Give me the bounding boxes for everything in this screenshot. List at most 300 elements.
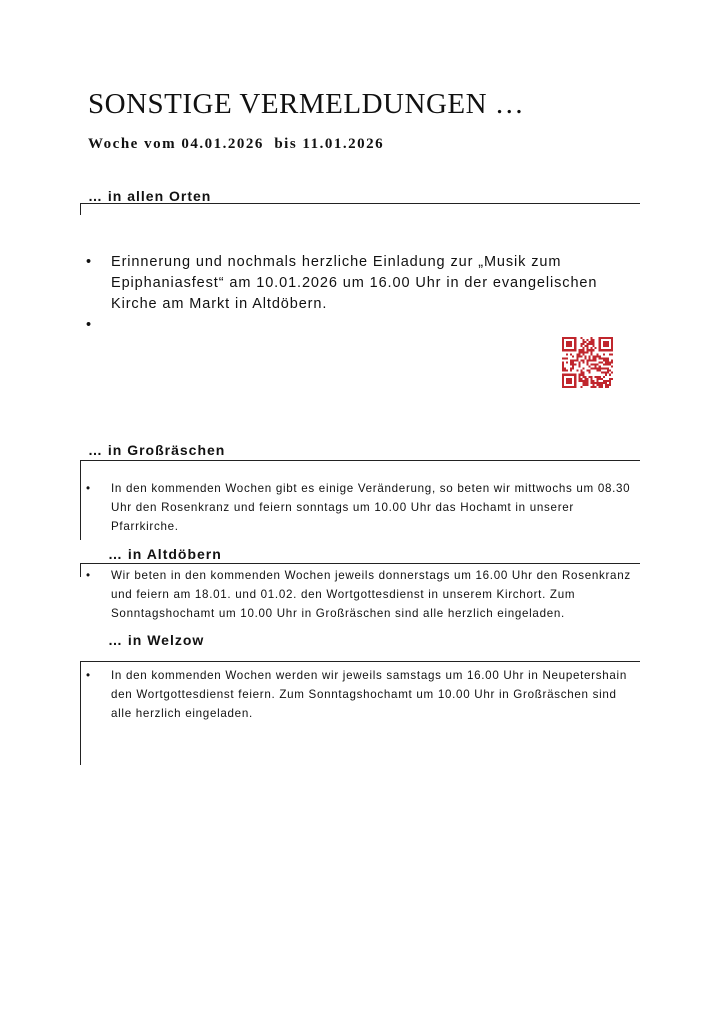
qr-module [593,343,595,345]
qr-module [605,382,607,384]
qr-module [586,351,588,353]
qr-module [578,380,580,382]
qr-module [603,359,605,361]
qr-module [605,349,607,351]
qr-module [593,368,595,370]
qr-module [603,337,605,339]
qr-module [572,361,574,363]
qr-module [582,361,584,363]
qr-module [570,349,572,351]
qr-module [586,364,588,366]
qr-module [564,370,566,372]
qr-module [601,368,603,370]
qr-module [607,357,609,359]
qr-module [586,349,588,351]
qr-module [593,382,595,384]
qr-module [593,339,595,341]
qr-module [603,368,605,370]
qr-module [568,349,570,351]
qr-module [574,343,576,345]
qr-module [572,337,574,339]
qr-module [580,345,582,347]
qr-module [607,386,609,388]
qr-module [582,376,584,378]
qr-module [586,378,588,380]
qr-module [609,349,611,351]
qr-module [580,386,582,388]
section-title-allen-orten: … in allen Orten [88,188,212,204]
qr-module [574,386,576,388]
qr-module [562,368,564,370]
qr-module [589,349,591,351]
qr-module [562,380,564,382]
qr-module [582,353,584,355]
qr-module [603,353,605,355]
qr-module [582,374,584,376]
qr-module [611,341,613,343]
qr-module [609,380,611,382]
qr-module [570,364,572,366]
qr-module [589,355,591,357]
qr-module [566,370,568,372]
qr-module [597,353,599,355]
section-divider-edge [80,563,81,577]
qr-module [603,345,605,347]
qr-module [603,341,605,343]
qr-module [593,359,595,361]
qr-module [599,384,601,386]
qr-module [603,357,605,359]
qr-module [576,353,578,355]
qr-module [591,378,593,380]
qr-module [570,378,572,380]
qr-module [586,382,588,384]
qr-module [586,343,588,345]
qr-module [568,374,570,376]
qr-module [611,366,613,368]
qr-module [562,349,564,351]
qr-module [595,386,597,388]
qr-module [574,339,576,341]
qr-module [591,382,593,384]
qr-module [578,353,580,355]
qr-module [584,378,586,380]
qr-module [599,345,601,347]
qr-module [586,380,588,382]
week-range: Woche vom 04.01.2026 bis 11.01.2026 [88,136,385,152]
qr-module [564,374,566,376]
qr-module [607,384,609,386]
qr-module [562,337,564,339]
qr-module [591,339,593,341]
qr-module [599,378,601,380]
qr-module [609,374,611,376]
qr-module [595,366,597,368]
qr-module [580,378,582,380]
section-divider-edge [80,460,81,540]
qr-module [605,357,607,359]
qr-module [568,382,570,384]
qr-module [566,361,568,363]
qr-module [572,386,574,388]
qr-module [611,339,613,341]
bullet: • [86,482,91,495]
qr-module [574,382,576,384]
qr-module [601,357,603,359]
qr-module [599,341,601,343]
qr-module [591,368,593,370]
qr-module [605,386,607,388]
qr-module [611,345,613,347]
qr-module [574,378,576,380]
qr-module [570,341,572,343]
qr-module [566,357,568,359]
qr-module [574,364,576,366]
qr-module [611,372,613,374]
qr-module [591,380,593,382]
qr-module [584,384,586,386]
qr-module [609,364,611,366]
qr-module [611,337,613,339]
qr-module [572,368,574,370]
qr-module [578,355,580,357]
qr-module [593,341,595,343]
qr-module [578,366,580,368]
qr-module [603,349,605,351]
qr-module [570,374,572,376]
qr-module [599,339,601,341]
bullet: • [86,254,92,270]
qr-module [574,345,576,347]
qr-module [582,359,584,361]
qr-module [599,347,601,349]
qr-module [580,351,582,353]
qr-module [599,343,601,345]
qr-module [607,359,609,361]
qr-module [611,347,613,349]
qr-module [603,343,605,345]
qr-module [607,364,609,366]
qr-module [607,343,609,345]
qr-module [572,374,574,376]
qr-module [595,357,597,359]
qr-module [609,353,611,355]
qr-module [591,353,593,355]
qr-module [584,382,586,384]
qr-module [584,376,586,378]
qr-module [582,347,584,349]
list-item: • Erinnerung und nochmals herzliche Einladung zur „Musik zum Epiphaniasfest“ am 10.01.2026 um 16.00 Uhr in der evangelischen Kirche am Markt in Altdöbern. [86,254,598,312]
qr-module [582,339,584,341]
qr-module [599,366,601,368]
qr-module [574,380,576,382]
qr-module [570,386,572,388]
qr-module [578,349,580,351]
qr-module [566,353,568,355]
qr-module [597,378,599,380]
qr-module [582,384,584,386]
qr-module [591,343,593,345]
qr-module [595,347,597,349]
qr-module [566,374,568,376]
qr-module [570,353,572,355]
qr-module [609,337,611,339]
qr-module [564,337,566,339]
qr-module [609,370,611,372]
section-divider [80,203,640,204]
qr-module [574,384,576,386]
qr-module [599,386,601,388]
qr-module [570,343,572,345]
qr-module [568,378,570,380]
qr-module [601,382,603,384]
qr-module [593,386,595,388]
qr-module [591,341,593,343]
qr-module [584,351,586,353]
qr-module [605,345,607,347]
qr-module [607,337,609,339]
qr-module [574,337,576,339]
qr-module [607,361,609,363]
qr-module [599,361,601,363]
qr-module [580,372,582,374]
qr-module [609,382,611,384]
qr-module [578,364,580,366]
qr-module [586,384,588,386]
list-grossraeschen [86,479,636,536]
qr-module [572,359,574,361]
qr-module [566,345,568,347]
qr-module [580,380,582,382]
section-divider-edge [80,203,81,215]
list-item: • In den kommenden Wochen gibt es einige Veränderung, so beten wir mittwochs um 08.30 Uhr den Rosenkranz und feiern sonntags um 10.00 Uhr das Hochamt in unserer Pfarrkirche. [86,479,636,536]
list-welzow [86,666,636,723]
qr-module [580,359,582,361]
qr-module [591,386,593,388]
qr-module [578,351,580,353]
qr-module [597,364,599,366]
qr-module [605,372,607,374]
qr-module [601,386,603,388]
qr-module [599,357,601,359]
qr-module [562,376,564,378]
qr-module [609,384,611,386]
qr-module [582,349,584,351]
qr-module [566,349,568,351]
qr-module [582,372,584,374]
qr-module [595,355,597,357]
qr-module [603,380,605,382]
qr-module [607,349,609,351]
qr-module [611,361,613,363]
qr-module [576,359,578,361]
qr-module [605,341,607,343]
qr-module [568,341,570,343]
qr-module [574,374,576,376]
qr-module [611,378,613,380]
qr-module [574,347,576,349]
qr-module [607,380,609,382]
qr-module [578,376,580,378]
qr-module [609,361,611,363]
qr-module [570,368,572,370]
qr-module [570,345,572,347]
qr-module [603,376,605,378]
qr-module [586,347,588,349]
qr-module [597,370,599,372]
qr-module [601,361,603,363]
qr-module [605,384,607,386]
qr-module [572,349,574,351]
list-allen-orten [86,252,646,336]
qr-module [601,384,603,386]
qr-module [562,364,564,366]
qr-module [611,349,613,351]
qr-module [591,349,593,351]
qr-module [603,382,605,384]
qr-module [562,370,564,372]
section-title-grossraeschen: … in Großräschen [88,442,226,458]
list-item: • Wir beten in den kommenden Wochen jeweils donnerstags um 16.00 Uhr den Rosenkranz und feiern am 18.01. und 01.02. den Wortgottesdienst in unserem Kirchort. Zum Sonntagshochamt um 10.00 Uhr in Großräschen sind alle herzlich eingeladen. [86,566,636,623]
qr-module [601,378,603,380]
qr-module [611,353,613,355]
qr-module [574,376,576,378]
qr-module [597,376,599,378]
qr-module [605,380,607,382]
qr-module [568,337,570,339]
qr-module [568,343,570,345]
qr-module [570,370,572,372]
qr-module [589,359,591,361]
qr-module [566,337,568,339]
page-title: SONSTIGE VERMELDUNGEN … [88,88,525,120]
qr-module [586,359,588,361]
qr-module [595,364,597,366]
qr-module [595,376,597,378]
qr-module [599,337,601,339]
list-altdoebern [86,566,636,623]
qr-module [566,380,568,382]
qr-module [570,380,572,382]
qr-module [584,341,586,343]
qr-module [570,361,572,363]
qr-module [566,382,568,384]
qr-module [591,337,593,339]
qr-module [576,357,578,359]
qr-module [589,366,591,368]
qr-module [572,355,574,357]
qr-module [593,380,595,382]
qr-module [562,347,564,349]
qr-module [589,343,591,345]
qr-module [570,337,572,339]
qr-module [599,376,601,378]
qr-module [562,378,564,380]
qr-module [562,341,564,343]
qr-module [605,337,607,339]
qr-module [595,359,597,361]
qr-module [609,378,611,380]
section-divider-edge [80,661,81,765]
qr-module [562,382,564,384]
qr-module [578,374,580,376]
qr-module [566,386,568,388]
qr-module [576,355,578,357]
qr-module [562,386,564,388]
qr-module [607,372,609,374]
qr-module [586,345,588,347]
qr-module [591,351,593,353]
bullet: • [86,317,92,333]
qr-module [584,357,586,359]
qr-module [582,341,584,343]
qr-module [611,343,613,345]
qr-module [589,341,591,343]
qr-module [607,345,609,347]
qr-module [599,382,601,384]
qr-module [572,366,574,368]
qr-module [574,341,576,343]
qr-module [576,370,578,372]
section-divider [80,460,640,461]
qr-module [599,368,601,370]
qr-module [591,376,593,378]
qr-module [597,380,599,382]
qr-module [593,349,595,351]
qr-module [605,343,607,345]
qr-module [589,376,591,378]
qr-module [566,341,568,343]
qr-module [593,345,595,347]
list-item [86,315,646,336]
qr-module [601,349,603,351]
bullet: • [86,569,91,582]
qr-module [591,347,593,349]
qr-module [564,357,566,359]
qr-module [593,364,595,366]
qr-code-icon [562,337,613,388]
qr-module [607,368,609,370]
qr-module [578,361,580,363]
qr-module [589,357,591,359]
qr-module [605,361,607,363]
qr-module [605,359,607,361]
qr-module [562,366,564,368]
qr-module [582,380,584,382]
qr-module [605,374,607,376]
qr-module [607,341,609,343]
qr-module [601,337,603,339]
qr-module [593,384,595,386]
qr-module [564,368,566,370]
qr-module [584,355,586,357]
qr-module [595,368,597,370]
qr-module [580,355,582,357]
qr-module [562,384,564,386]
qr-module [593,355,595,357]
qr-module [593,357,595,359]
qr-module [582,343,584,345]
qr-module [603,372,605,374]
section-title-altdoebern: … in Altdöbern [108,546,222,562]
qr-module [582,351,584,353]
qr-module [572,364,574,366]
section-divider [80,661,640,662]
qr-module [562,345,564,347]
list-item: • In den kommenden Wochen werden wir jeweils samstags um 16.00 Uhr in Neupetershain den Wortgottesdienst feiern. Zum Sonntagshochamt um 10.00 Uhr in Großräschen sind alle herzlich eingeladen. [86,666,636,723]
qr-module [580,374,582,376]
qr-module [562,343,564,345]
